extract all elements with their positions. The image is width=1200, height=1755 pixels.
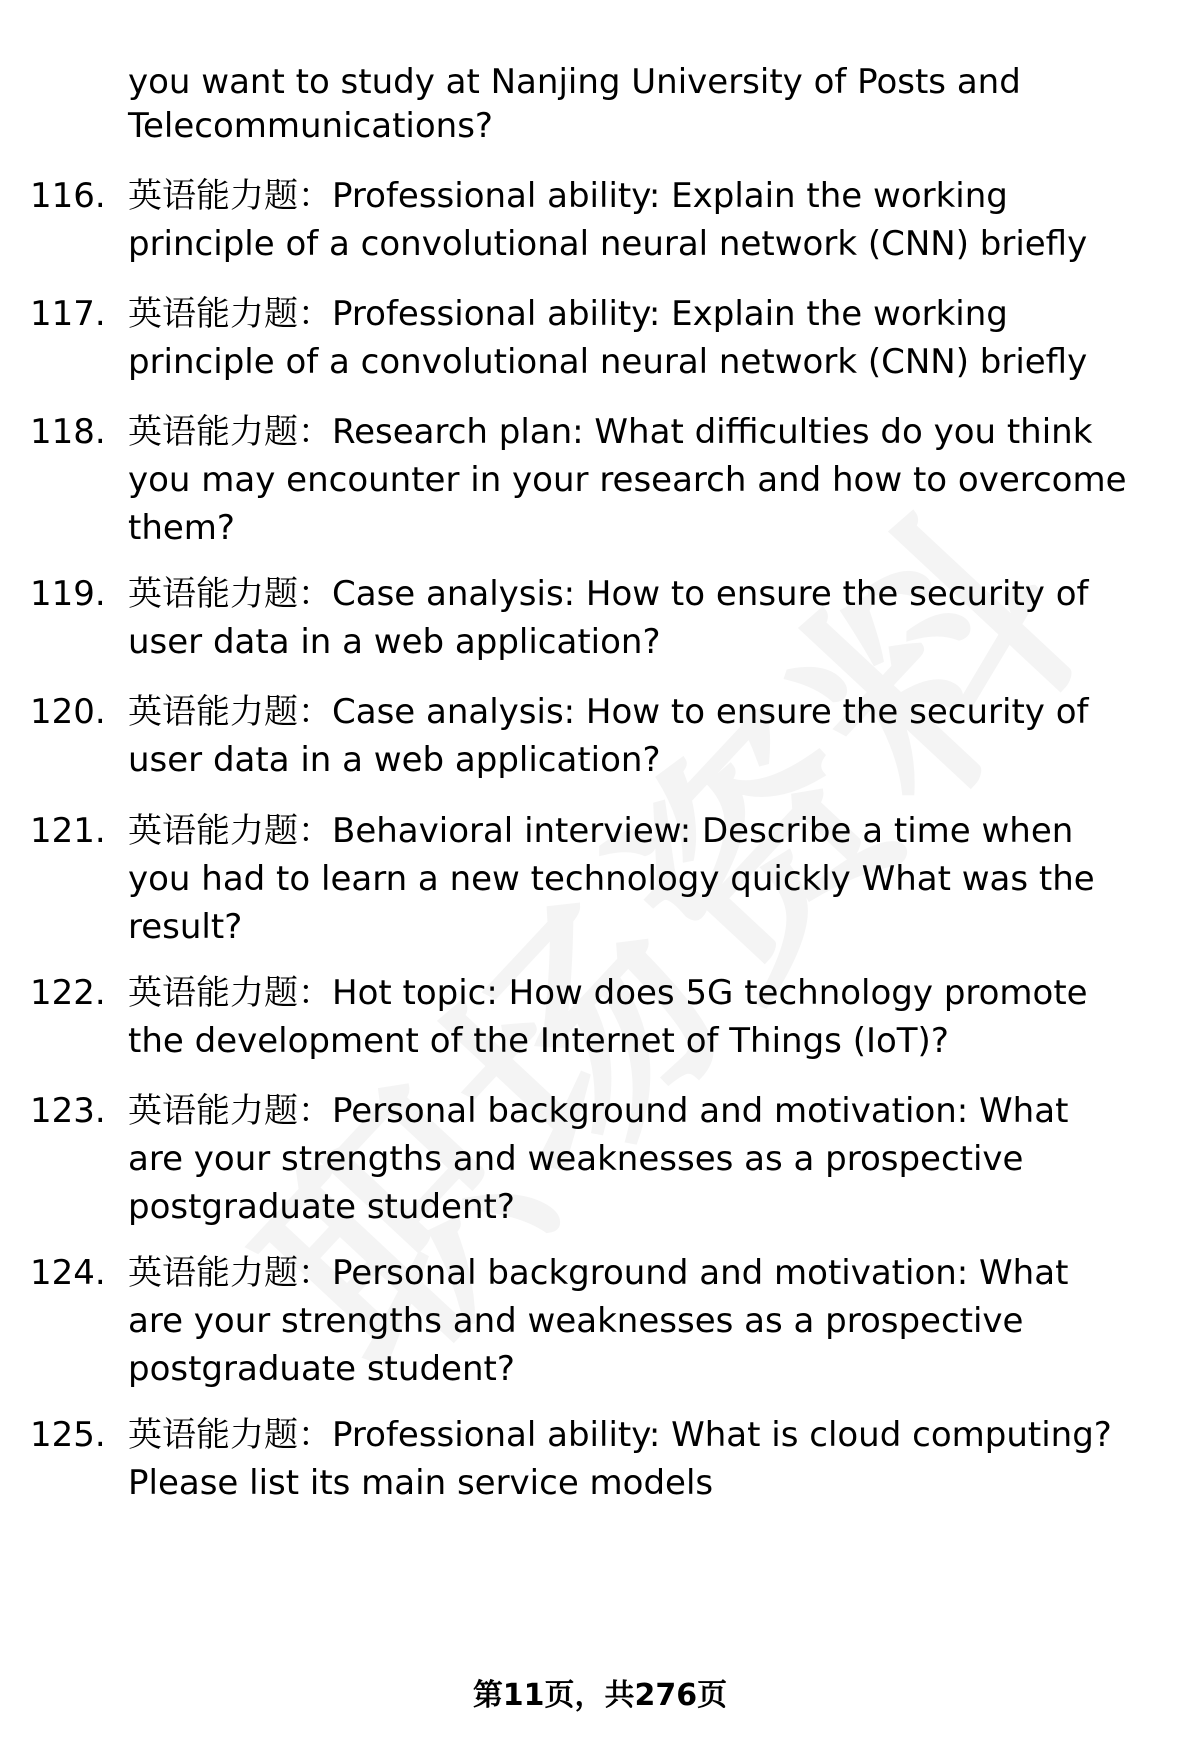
question-number: 119. [30,574,106,614]
question-line: postgraduate student? [128,1187,515,1227]
question-text [128,807,1168,951]
question-text [128,172,1168,268]
question-line: principle of a convolutional neural network (CNN) briefly [128,342,1088,382]
question-number: 120. [30,692,106,732]
question-line: you may encounter in your research and how to overcome [128,460,1127,500]
question-line: are your strengths and weaknesses as a prospective [128,1301,1024,1341]
question-number: 116. [30,176,106,216]
question-line: 英语能力题：Personal background and motivation: What [128,1091,1069,1131]
continuation-line: you want to study at Nanjing University of Posts and [128,62,1021,102]
question-line: 英语能力题：Professional ability: Explain the working [128,294,1008,334]
question-line: are your strengths and weaknesses as a prospective [128,1139,1024,1179]
question-line: Please list its main service models [128,1463,714,1503]
question-text [128,688,1168,784]
question-line: postgraduate student? [128,1349,515,1389]
page-number-footer: 第11页，共276页 [472,1678,728,1713]
question-line: result? [128,907,243,947]
question-number: 122. [30,973,106,1013]
question-line: 英语能力题：Behavioral interview: Describe a time when [128,811,1074,851]
question-line: 英语能力题：Case analysis: How to ensure the security of [128,574,1089,614]
question-line: 英语能力题：Case analysis: How to ensure the security of [128,692,1089,732]
question-number: 117. [30,294,106,334]
question-text [128,570,1168,666]
question-text [128,408,1168,552]
question-line: 英语能力题：Professional ability: What is cloud computing? [128,1415,1112,1455]
question-number: 124. [30,1253,106,1293]
question-number: 121. [30,811,106,851]
question-line: 英语能力题：Personal background and motivation: What [128,1253,1069,1293]
question-line: user data in a web application? [128,740,661,780]
question-number: 123. [30,1091,106,1131]
question-number: 125. [30,1415,106,1455]
question-line: user data in a web application? [128,622,661,662]
question-number: 118. [30,412,106,452]
question-line: 英语能力题：Hot topic: How does 5G technology promote [128,973,1088,1013]
question-text [128,969,1168,1065]
question-text [128,1087,1168,1231]
continuation-line: Telecommunications? [128,106,493,146]
question-line: them? [128,508,235,548]
question-line: the development of the Internet of Things (IoT)? [128,1021,949,1061]
question-line: you had to learn a new technology quickly What was the [128,859,1095,899]
question-line: 英语能力题：Professional ability: Explain the working [128,176,1008,216]
question-line: 英语能力题：Research plan: What difficulties do you think [128,412,1093,452]
question-line: principle of a convolutional neural network (CNN) briefly [128,224,1088,264]
question-text [128,1249,1168,1393]
question-text [128,1411,1168,1507]
question-text [128,290,1168,386]
